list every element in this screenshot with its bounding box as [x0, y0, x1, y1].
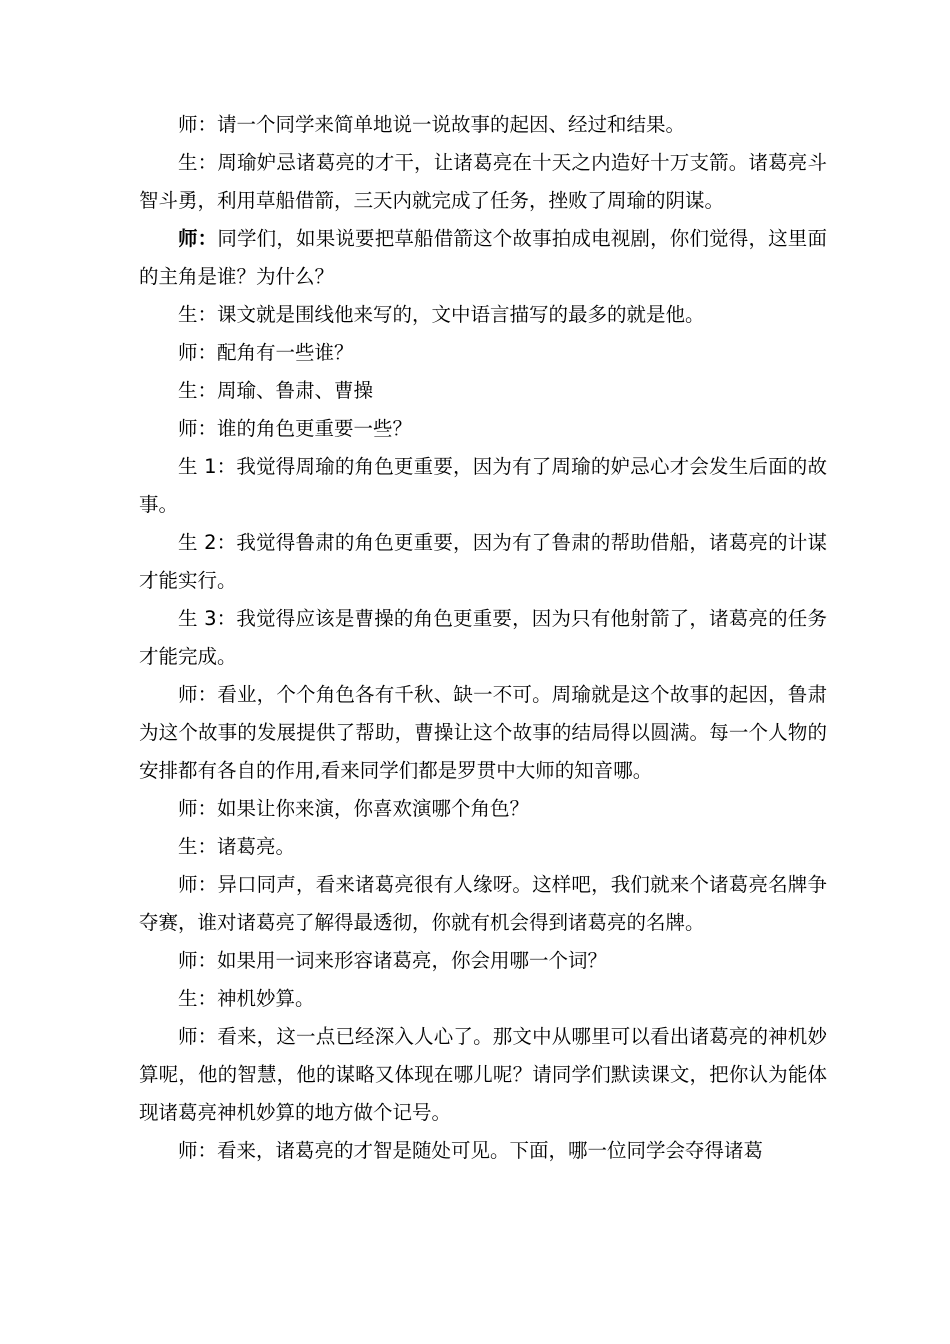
- paragraph: [139, 980, 827, 1018]
- paragraph: [139, 372, 827, 410]
- paragraph-text: 我觉得周瑜的角色更重要，因为有了周瑜的妒忌心才会发生后面的故事。: [139, 455, 827, 516]
- paragraph-text: 异口同声，看来诸葛亮很有人缘呀。这样吧，我们就来个诸葛亮名牌争夺赛，谁对诸葛亮了解得最透彻，你就有机会得到诸葛亮的名牌。: [139, 873, 827, 934]
- speaker-label: 师：: [178, 113, 218, 136]
- paragraph-text: 周瑜妒忌诸葛亮的才干，让诸葛亮在十天之内造好十万支箭。诸葛亮斗智斗勇，利用草船借箭，三天内就完成了任务，挫败了周瑜的阴谋。: [139, 151, 827, 212]
- speaker-label: 师：: [178, 227, 218, 250]
- paragraph: [139, 220, 827, 296]
- paragraph-text: 周瑜、鲁肃、曹操: [217, 379, 374, 402]
- paragraph: [139, 866, 827, 942]
- speaker-label: 师：: [178, 873, 218, 896]
- paragraph-text: 我觉得鲁肃的角色更重要，因为有了鲁肃的帮助借船，诸葛亮的计谋才能实行。: [139, 531, 827, 592]
- speaker-label: 生：: [178, 303, 218, 326]
- paragraph: [139, 790, 827, 828]
- speaker-label: 生：: [178, 379, 218, 402]
- paragraph-text: 配角有一些谁？: [217, 341, 354, 364]
- speaker-label: 生：: [178, 151, 218, 174]
- paragraph-text: 同学们，如果说要把草船借箭这个故事拍成电视剧，你们觉得，这里面的主角是谁？为什么？: [139, 227, 827, 288]
- speaker-label: 师：: [178, 797, 218, 820]
- paragraph: [139, 524, 827, 600]
- speaker-label: 生：: [178, 835, 218, 858]
- speaker-label: 师：: [178, 1139, 218, 1162]
- paragraph: [139, 334, 827, 372]
- speaker-label: 师：: [178, 1025, 218, 1048]
- speaker-label: 师：: [178, 341, 218, 364]
- paragraph-text: 看来，这一点已经深入人心了。那文中从哪里可以看出诸葛亮的神机妙算呢，他的智慧，他的谋略又体现在哪儿呢？请同学们默读课文，把你认为能体现诸葛亮神机妙算的地方做个记号。: [139, 1025, 827, 1124]
- speaker-label: 师：: [178, 417, 218, 440]
- paragraph-text: 请一个同学来简单地说一说故事的起因、经过和结果。: [217, 113, 686, 136]
- paragraph: [139, 144, 827, 220]
- speaker-label: 生 1：: [178, 455, 237, 478]
- paragraph-text: 如果让你来演，你喜欢演哪个角色？: [217, 797, 530, 820]
- paragraph-text: 诸葛亮。: [217, 835, 296, 858]
- paragraph-text: 看来，诸葛亮的才智是随处可见。下面，哪一位同学会夺得诸葛: [217, 1139, 764, 1162]
- paragraph-text: 看业，个个角色各有千秋、缺一不可。周瑜就是这个故事的起因，鲁肃为这个故事的发展提供了帮助，曹操让这个故事的结局得以圆满。每一个人物的安排都有各自的作用,看来同学们都是罗贯中大师的知音哪。: [139, 683, 827, 782]
- paragraph: [139, 942, 827, 980]
- speaker-label: 师：: [178, 949, 218, 972]
- paragraph: [139, 410, 827, 448]
- paragraph: [139, 1132, 827, 1170]
- paragraph-text: 我觉得应该是曹操的角色更重要，因为只有他射箭了，诸葛亮的任务才能完成。: [139, 607, 827, 668]
- paragraph-text: 如果用一词来形容诸葛亮，你会用哪一个词？: [217, 949, 608, 972]
- paragraph-text: 课文就是围线他来写的，文中语言描写的最多的就是他。: [217, 303, 705, 326]
- paragraph: [139, 600, 827, 676]
- speaker-label: 生 2：: [178, 531, 237, 554]
- paragraph-text: 神机妙算。: [217, 987, 315, 1010]
- paragraph: [139, 676, 827, 790]
- speaker-label: 生：: [178, 987, 218, 1010]
- paragraph: [139, 296, 827, 334]
- paragraph: [139, 1018, 827, 1132]
- speaker-label: 师：: [178, 683, 218, 706]
- paragraph: [139, 448, 827, 524]
- paragraph: [139, 106, 827, 144]
- speaker-label: 生 3：: [178, 607, 237, 630]
- paragraph: [139, 828, 827, 866]
- document-page: [139, 106, 827, 1170]
- paragraph-text: 谁的角色更重要一些？: [217, 417, 413, 440]
